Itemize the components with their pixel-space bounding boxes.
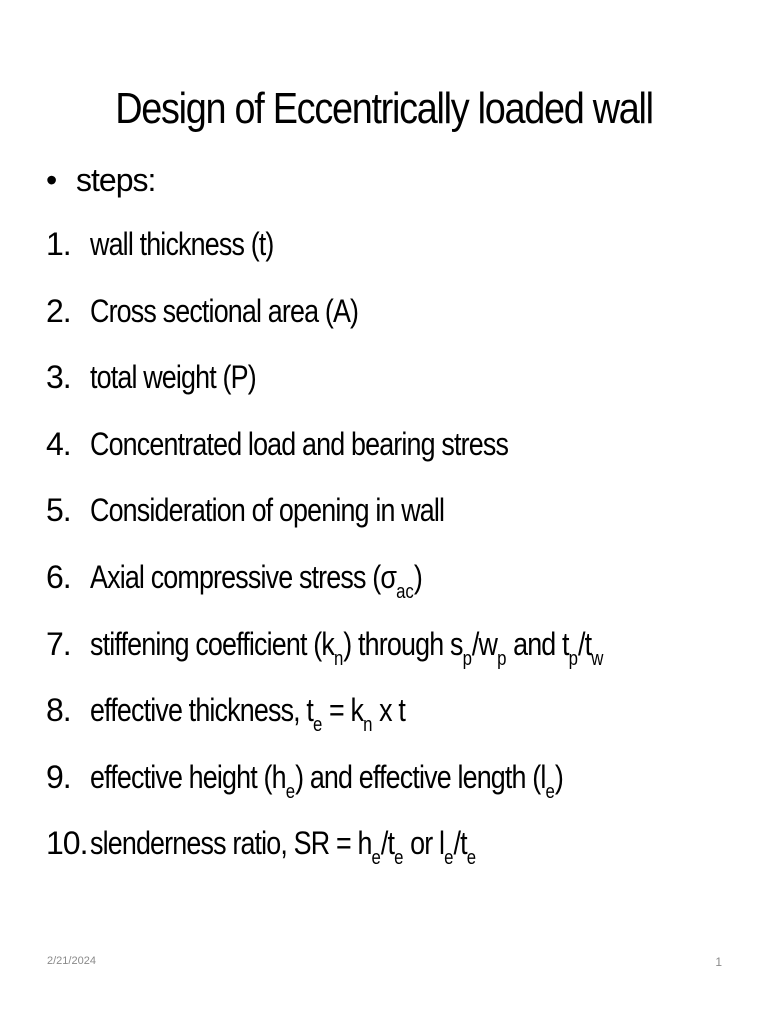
step-number: 9. xyxy=(46,758,71,795)
step-number: 2. xyxy=(46,292,71,329)
step-text xyxy=(90,746,563,808)
list-item xyxy=(0,546,768,613)
step-text xyxy=(90,346,256,408)
step-text xyxy=(90,280,358,342)
step-text-segment: /w xyxy=(471,625,498,662)
subscript: e xyxy=(466,847,477,870)
step-text-segment: or l xyxy=(403,825,445,862)
step-text-segment: stiffening coefficient (k xyxy=(90,625,334,662)
step-text-segment: Concentrated load and bearing stress xyxy=(90,425,509,462)
step-text-segment: ) xyxy=(554,758,563,795)
step-number: 10. xyxy=(46,825,88,862)
subscript: ac xyxy=(396,580,414,603)
step-text-segment: and t xyxy=(506,625,569,662)
subscript: e xyxy=(371,847,381,870)
step-text-segment: ) through s xyxy=(343,625,463,662)
slide-title: Design of Eccentrically loaded wall xyxy=(115,84,653,133)
subscript: p xyxy=(568,647,579,670)
step-number: 4. xyxy=(46,425,71,462)
steps-list xyxy=(0,213,768,879)
page-number: 1 xyxy=(715,955,722,969)
step-text-segment: Cross sectional area (A) xyxy=(90,292,359,329)
subscript: e xyxy=(313,714,323,737)
subscript: n xyxy=(363,714,373,737)
step-number: 7. xyxy=(46,625,71,662)
bullet-icon: • xyxy=(46,162,57,198)
step-text xyxy=(90,479,444,541)
bullet-text: steps: xyxy=(76,162,156,198)
step-text xyxy=(90,812,476,874)
step-text-segment: wall thickness (t) xyxy=(90,226,274,262)
step-text-segment: slenderness ratio, SR = h xyxy=(90,825,372,862)
step-text xyxy=(90,213,274,275)
subscript: p xyxy=(497,647,507,670)
list-item xyxy=(0,479,768,546)
step-number: 8. xyxy=(46,692,71,729)
list-item xyxy=(0,679,768,746)
step-text-segment: /t xyxy=(578,625,592,662)
subscript: e xyxy=(444,847,454,870)
step-text-segment: effective thickness, t xyxy=(90,692,314,729)
list-item xyxy=(0,812,768,879)
subscript: p xyxy=(462,647,472,670)
step-number: 6. xyxy=(46,558,71,595)
steps-bullet xyxy=(46,152,155,208)
footer-date: 2/21/2024 xyxy=(47,955,96,967)
list-item xyxy=(0,280,768,347)
list-item xyxy=(0,413,768,480)
step-number: 1. xyxy=(46,226,71,262)
step-number: 3. xyxy=(46,359,71,396)
list-item xyxy=(0,213,768,280)
step-text-segment: ) xyxy=(413,558,422,595)
step-text xyxy=(90,613,603,675)
subscript: e xyxy=(545,780,555,803)
step-text xyxy=(90,679,405,741)
step-text-segment: Consideration of opening in wall xyxy=(90,492,445,529)
list-item xyxy=(0,613,768,680)
step-text-segment: = k xyxy=(322,692,364,729)
step-text-segment: /t xyxy=(453,825,467,862)
step-text-segment: total weight (P) xyxy=(90,359,256,396)
subscript: e xyxy=(394,847,404,870)
subscript: e xyxy=(285,780,296,803)
list-item xyxy=(0,746,768,813)
subscript: w xyxy=(591,647,604,670)
step-text xyxy=(90,413,508,475)
step-text-segment: effective height (h xyxy=(90,758,286,795)
subscript: n xyxy=(333,647,344,670)
step-text-segment: ) and effective length (l xyxy=(295,758,546,795)
step-text-segment: Axial compressive stress (σ xyxy=(90,558,397,595)
list-item xyxy=(0,346,768,413)
step-number: 5. xyxy=(46,492,71,529)
step-text-segment: /t xyxy=(380,825,395,862)
step-text-segment: x t xyxy=(372,692,405,729)
step-text xyxy=(90,546,422,608)
